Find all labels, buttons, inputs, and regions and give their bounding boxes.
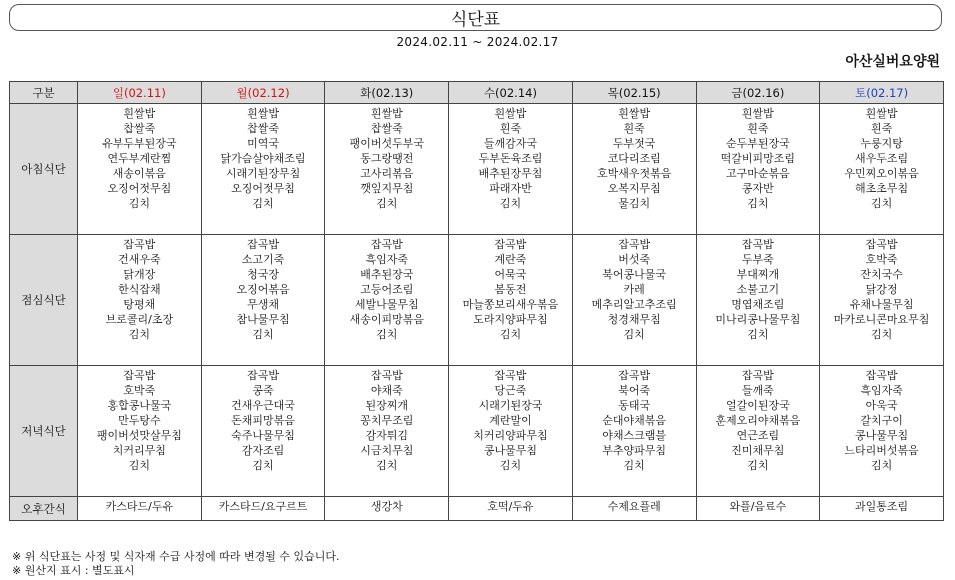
menu-item: 카스타드/요구르트 [218, 500, 308, 513]
menu-item: 김치 [870, 328, 893, 341]
menu-item: 어묵국 [494, 268, 527, 281]
menu-item: 시래기된장무침 [225, 167, 301, 180]
menu-item: 건새우근대국 [231, 399, 295, 412]
menu-item-list [820, 497, 943, 516]
menu-item: 돈채피망볶음 [231, 414, 295, 427]
menu-item: 김치 [747, 197, 769, 210]
menu-cell [78, 366, 202, 497]
menu-item: 잡곡밥 [370, 369, 403, 382]
menu-item-list [325, 497, 448, 516]
menu-item: 잡곡밥 [618, 238, 651, 251]
menu-item: 청경채무침 [607, 313, 661, 326]
menu-item: 들깨죽 [741, 384, 774, 397]
menu-cell [325, 235, 449, 366]
menu-item: 배추된장국 [360, 268, 414, 281]
menu-item: 흰죽 [870, 122, 893, 135]
menu-item-list [697, 497, 820, 516]
menu-item: 오징어젓무침 [231, 182, 295, 195]
menu-item: 김치 [870, 197, 893, 210]
menu-item: 찹쌀죽 [123, 122, 156, 135]
day-header: 목(02.15) [572, 82, 696, 104]
menu-item: 닭가슴살야채조림 [220, 152, 306, 165]
menu-item: 잡곡밥 [494, 238, 527, 251]
menu-item: 계란말이 [489, 414, 532, 427]
menu-item: 꽁치무조림 [360, 414, 414, 427]
meal-label: 오후간식 [10, 497, 78, 521]
menu-item: 갈치구이 [860, 414, 903, 427]
menu-item: 김치 [747, 328, 769, 341]
menu-item: 닭개장 [123, 268, 156, 281]
menu-item: 순대야채볶음 [602, 414, 667, 427]
meal-label: 점심식단 [10, 235, 78, 366]
menu-item: 잔치국수 [860, 268, 903, 281]
day-header: 일(02.11) [78, 82, 202, 104]
menu-item: 야채죽 [370, 384, 403, 397]
menu-item-list [697, 235, 820, 344]
menu-item: 당근죽 [494, 384, 527, 397]
meal-label: 아침식단 [10, 104, 78, 235]
menu-item: 흰쌀밥 [247, 107, 279, 120]
menu-item: 코다리조림 [607, 152, 661, 165]
menu-item: 치커리무침 [112, 444, 166, 457]
menu-item: 치커리양파무침 [473, 429, 548, 442]
menu-item: 소고기죽 [241, 253, 285, 266]
menu-item-list [202, 235, 325, 344]
menu-item-list [78, 497, 201, 516]
menu-item: 순두부된장국 [725, 137, 790, 150]
menu-item: 부추양파무침 [602, 444, 667, 457]
meal-row [10, 235, 944, 366]
menu-item: 두부돈육조림 [478, 152, 543, 165]
menu-item: 잡곡밥 [123, 369, 156, 382]
menu-item: 숙주나물무침 [231, 429, 295, 442]
menu-item-list [449, 104, 572, 213]
menu-item: 탕평채 [123, 298, 156, 311]
menu-item-list [449, 497, 572, 516]
menu-item: 팽이버섯두부국 [349, 137, 424, 150]
menu-item: 콩나물무침 [483, 444, 538, 457]
menu-item: 참나물무침 [236, 313, 290, 326]
menu-item: 새우두조림 [855, 152, 909, 165]
menu-cell [201, 497, 325, 521]
menu-item-list [573, 104, 696, 213]
menu-item: 한식잡채 [118, 283, 161, 296]
day-header: 월(02.12) [201, 82, 325, 104]
menu-item: 잡곡밥 [865, 369, 898, 382]
menu-item: 훈제오리야채볶음 [715, 414, 801, 427]
menu-item: 누룽지탕 [860, 137, 903, 150]
menu-item-list [202, 497, 325, 516]
menu-item: 아욱국 [865, 399, 898, 412]
menu-cell [78, 235, 202, 366]
menu-item: 북어죽 [618, 384, 651, 397]
menu-item: 봄동전 [494, 283, 527, 296]
menu-item: 호박죽 [123, 384, 156, 397]
menu-item: 동태국 [618, 399, 651, 412]
menu-item: 들깨감자국 [483, 137, 538, 150]
menu-item: 두부젓국 [612, 137, 656, 150]
menu-item: 팽이버섯맛살무침 [96, 429, 182, 442]
day-header: 금(02.16) [696, 82, 820, 104]
menu-item: 김치 [252, 459, 274, 472]
menu-item: 흰쌀밥 [741, 107, 774, 120]
menu-item: 김치 [499, 459, 522, 472]
menu-item-list [325, 366, 448, 475]
menu-table [9, 81, 944, 521]
menu-item: 도라지양파무침 [473, 313, 548, 326]
menu-item: 호떡/두유 [487, 500, 534, 513]
menu-item: 된장찌개 [365, 399, 409, 412]
menu-item: 배추된장무침 [478, 167, 543, 180]
menu-item: 오징어볶음 [236, 283, 290, 296]
header-row [10, 82, 944, 104]
menu-item: 잡곡밥 [741, 369, 774, 382]
menu-item: 북어콩나물국 [602, 268, 667, 281]
menu-cell [820, 235, 944, 366]
menu-item-list [202, 366, 325, 475]
menu-item: 흑임자죽 [365, 253, 409, 266]
menu-item-list [78, 366, 201, 475]
menu-item: 김치 [252, 328, 274, 341]
menu-item: 고사리볶음 [360, 167, 414, 180]
menu-item: 우민찌오이볶음 [844, 167, 919, 180]
menu-cell [572, 104, 696, 235]
menu-item: 연두부계란찜 [107, 152, 172, 165]
menu-item: 브로콜리/초장 [105, 313, 174, 326]
menu-item: 김치 [128, 328, 150, 341]
menu-cell [325, 497, 449, 521]
menu-item: 마늘쫑보리새우볶음 [462, 298, 559, 311]
menu-cell [78, 497, 202, 521]
menu-item-list [202, 104, 325, 213]
menu-item: 부대찌개 [736, 268, 780, 281]
menu-item: 새송이피망볶음 [349, 313, 424, 326]
menu-item: 버섯죽 [618, 253, 651, 266]
date-range: 2024.02.11 ~ 2024.02.17 [396, 35, 559, 49]
menu-item: 두부죽 [741, 253, 774, 266]
meal-row [10, 104, 944, 235]
menu-item: 김치 [870, 459, 893, 472]
menu-item-list [820, 235, 943, 344]
menu-item: 닭강정 [865, 283, 898, 296]
menu-cell [449, 104, 573, 235]
menu-item: 김치 [747, 459, 769, 472]
menu-item: 해초초무침 [855, 182, 909, 195]
menu-item: 흰쌀밥 [618, 107, 651, 120]
menu-cell [820, 366, 944, 497]
menu-item: 흰쌀밥 [123, 107, 156, 120]
menu-item-list [697, 366, 820, 475]
menu-item: 찹쌀죽 [370, 122, 403, 135]
menu-item-list [449, 366, 572, 475]
menu-cell [820, 497, 944, 521]
menu-cell [449, 497, 573, 521]
meal-row [10, 497, 944, 521]
menu-item: 수제요플레 [607, 500, 661, 513]
menu-item: 김치 [128, 197, 150, 210]
menu-item: 잡곡밥 [618, 369, 651, 382]
menu-item: 얼갈이된장국 [725, 399, 790, 412]
menu-item: 무생채 [247, 298, 279, 311]
menu-item: 소불고기 [736, 283, 780, 296]
menu-cell [696, 235, 820, 366]
menu-item: 느타리버섯볶음 [844, 444, 919, 457]
menu-item: 콩나물무침 [855, 429, 909, 442]
menu-item-list [78, 235, 201, 344]
menu-item: 미나리콩나물무침 [715, 313, 801, 326]
menu-item: 잡곡밥 [741, 238, 774, 251]
menu-item: 야채스크램블 [602, 429, 667, 442]
menu-item: 호박죽 [865, 253, 898, 266]
menu-item-list [820, 104, 943, 213]
menu-item: 고등어조림 [360, 283, 414, 296]
menu-cell [696, 366, 820, 497]
menu-item: 잡곡밥 [370, 238, 403, 251]
menu-cell [201, 104, 325, 235]
menu-item-list [325, 235, 448, 344]
menu-cell [696, 497, 820, 521]
menu-item: 찹쌀죽 [247, 122, 279, 135]
menu-item: 흰쌀밥 [865, 107, 898, 120]
menu-item-list [78, 104, 201, 213]
menu-item: 세발나물무침 [354, 298, 419, 311]
menu-item: 진미채무침 [731, 444, 785, 457]
menu-item: 김치 [376, 459, 398, 472]
menu-item-list [573, 497, 696, 516]
menu-cell [325, 104, 449, 235]
menu-item: 흰쌀밥 [494, 107, 527, 120]
header-label: 구분 [10, 82, 78, 104]
menu-item: 물김치 [618, 197, 651, 210]
menu-cell [201, 366, 325, 497]
menu-cell [572, 235, 696, 366]
menu-item: 시금치무침 [360, 444, 414, 457]
menu-item: 흑임자죽 [860, 384, 903, 397]
menu-item: 유채나물무침 [849, 298, 914, 311]
menu-item: 흰죽 [499, 122, 522, 135]
menu-item: 김치 [623, 459, 645, 472]
menu-item: 김치 [623, 328, 645, 341]
menu-item: 유부두부된장국 [102, 137, 177, 150]
menu-item: 감자조림 [241, 444, 285, 457]
menu-item: 새송이볶음 [112, 167, 166, 180]
menu-item: 호박새우젓볶음 [596, 167, 672, 180]
note-origin: ※ 원산지 표시 : 별도표시 [12, 564, 135, 577]
menu-item: 미역국 [247, 137, 279, 150]
menu-item: 와플/음료수 [729, 500, 787, 513]
menu-item: 카스타드/두유 [105, 500, 174, 513]
menu-item: 감자튀김 [365, 429, 409, 442]
menu-cell [78, 104, 202, 235]
menu-item-list [820, 366, 943, 475]
menu-item: 잡곡밥 [494, 369, 527, 382]
menu-item: 계란죽 [494, 253, 527, 266]
menu-item: 청국장 [247, 268, 279, 281]
day-header: 화(02.13) [325, 82, 449, 104]
menu-item-list [697, 104, 820, 213]
menu-item: 잡곡밥 [123, 238, 156, 251]
day-header: 수(02.14) [449, 82, 573, 104]
menu-item-list [573, 235, 696, 344]
meal-label: 저녁식단 [10, 366, 78, 497]
menu-item: 잡곡밥 [247, 369, 279, 382]
menu-item: 김치 [252, 197, 274, 210]
menu-item: 잡곡밥 [865, 238, 898, 251]
menu-item: 생강차 [370, 500, 403, 513]
menu-item: 김치 [499, 328, 522, 341]
menu-cell [449, 366, 573, 497]
menu-item: 콩죽 [252, 384, 274, 397]
menu-item-list [449, 235, 572, 344]
menu-cell [572, 497, 696, 521]
menu-item-list [573, 366, 696, 475]
page-title: 식단표 [450, 10, 501, 30]
menu-item: 김치 [376, 328, 398, 341]
menu-item: 잡곡밥 [247, 238, 279, 251]
menu-item: 오징어젓무침 [107, 182, 172, 195]
menu-item: 흰죽 [623, 122, 645, 135]
menu-item: 건새우죽 [118, 253, 161, 266]
day-header: 토(02.17) [820, 82, 944, 104]
menu-item: 파래자반 [489, 182, 532, 195]
menu-item: 오복지무침 [607, 182, 661, 195]
menu-item-list [325, 104, 448, 213]
menu-item: 콩자반 [741, 182, 774, 195]
menu-item: 카레 [623, 283, 645, 296]
menu-cell [696, 104, 820, 235]
menu-item: 마카로니콘마요무침 [833, 313, 930, 326]
menu-item: 시래기된장국 [478, 399, 543, 412]
menu-item: 명엽채조림 [731, 298, 785, 311]
menu-item: 흰쌀밥 [370, 107, 403, 120]
menu-item: 메추리알고추조림 [591, 298, 677, 311]
menu-cell [820, 104, 944, 235]
menu-item: 깻잎지무침 [360, 182, 414, 195]
menu-item: 흰죽 [747, 122, 769, 135]
menu-item: 김치 [376, 197, 398, 210]
note-change: ※ 위 식단표는 사정 및 식자재 수급 사정에 따라 변경될 수 있습니다. [12, 550, 340, 563]
menu-item: 고구마순볶음 [725, 167, 790, 180]
meal-row [10, 366, 944, 497]
menu-item: 홍합콩나물국 [107, 399, 172, 412]
menu-item: 김치 [128, 459, 150, 472]
title-box [9, 4, 942, 31]
menu-item: 김치 [499, 197, 522, 210]
menu-item: 만두탕수 [118, 414, 161, 427]
facility-name: 아산실버요양원 [845, 54, 940, 70]
menu-item: 과일통조림 [855, 500, 909, 513]
menu-cell [201, 235, 325, 366]
menu-cell [449, 235, 573, 366]
menu-item: 떡갈비피망조림 [720, 152, 796, 165]
menu-cell [572, 366, 696, 497]
menu-item: 연근조림 [736, 429, 780, 442]
menu-item: 동그랑땡전 [360, 152, 414, 165]
menu-cell [325, 366, 449, 497]
